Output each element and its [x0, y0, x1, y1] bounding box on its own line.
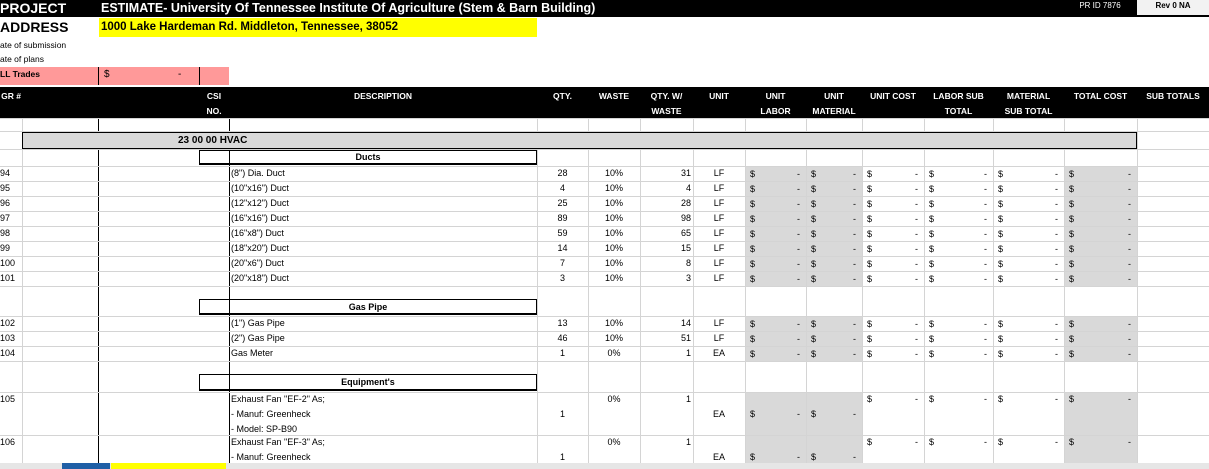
duct-1-value-2[interactable]: - — [915, 184, 918, 194]
row-qty[interactable]: 1 — [559, 348, 565, 358]
row-gr[interactable]: 100 — [0, 258, 16, 268]
row-description-line1[interactable]: Exhaust Fan "EF-3" As; — [231, 437, 325, 447]
duct-3-value-3[interactable]: - — [984, 214, 987, 224]
address-label: ADDRESS — [0, 18, 98, 37]
row-unit[interactable]: LF — [713, 318, 725, 328]
duct-3-value-5[interactable]: - — [1128, 214, 1131, 224]
duct-2-value-1[interactable]: - — [853, 199, 856, 209]
row-qty[interactable]: 14 — [557, 243, 568, 253]
gas-0-value-3[interactable]: - — [984, 319, 987, 329]
row-description-line1[interactable]: Exhaust Fan "EF-2" As; — [231, 394, 325, 404]
duct-3-value-1[interactable]: - — [853, 214, 856, 224]
row-unit[interactable]: LF — [713, 273, 725, 283]
row-qty[interactable]: 3 — [559, 273, 565, 283]
duct-1-currency-2[interactable]: $ — [867, 184, 873, 194]
duct-3-currency-2[interactable]: $ — [867, 214, 873, 224]
duct-0-value-0[interactable]: - — [797, 169, 800, 179]
row-unit[interactable]: LF — [713, 213, 725, 223]
duct-6-currency-1[interactable]: $ — [811, 259, 817, 269]
row-unit[interactable]: EA — [712, 348, 725, 358]
duct-6-currency-0[interactable]: $ — [750, 259, 756, 269]
duct-4-value-0[interactable]: - — [797, 229, 800, 239]
all-trades-currency: $ — [104, 69, 110, 80]
row-description[interactable]: (16"x16") Duct — [231, 213, 289, 223]
equip-currency-b0[interactable]: $ — [867, 437, 873, 447]
duct-4-currency-0[interactable]: $ — [750, 229, 756, 239]
gas-2-value-3[interactable]: - — [984, 349, 987, 359]
row-waste[interactable]: 10% — [604, 198, 623, 208]
duct-7-currency-5[interactable]: $ — [1069, 274, 1075, 284]
duct-6-currency-5[interactable]: $ — [1069, 259, 1075, 269]
row-qty-waste[interactable]: 98 — [680, 213, 691, 223]
duct-5-value-2[interactable]: - — [915, 244, 918, 254]
duct-2-value-3[interactable]: - — [984, 199, 987, 209]
col-qty-header: QTY. — [553, 91, 572, 101]
duct-2-currency-2[interactable]: $ — [867, 199, 873, 209]
rev-label: Rev 0 NA — [1155, 1, 1191, 10]
row-qty[interactable]: 1 — [559, 452, 565, 462]
row-qty-waste[interactable]: 1 — [685, 348, 691, 358]
equip-currency-b3[interactable]: $ — [1069, 437, 1075, 447]
all-trades-label: LL Trades — [0, 69, 40, 79]
gas-0-currency-0[interactable]: $ — [750, 319, 756, 329]
gas-2-value-2[interactable]: - — [915, 349, 918, 359]
equip-value-b1[interactable]: - — [984, 437, 987, 447]
duct-4-currency-3[interactable]: $ — [929, 229, 935, 239]
duct-7-currency-2[interactable]: $ — [867, 274, 873, 284]
row-qty-waste[interactable]: 14 — [680, 318, 691, 328]
duct-7-value-4[interactable]: - — [1055, 274, 1058, 284]
duct-1-currency-0[interactable]: $ — [750, 184, 756, 194]
row-waste[interactable]: 10% — [604, 213, 623, 223]
gas-1-currency-5[interactable]: $ — [1069, 334, 1075, 344]
gas-1-currency-4[interactable]: $ — [998, 334, 1004, 344]
gas-2-currency-2[interactable]: $ — [867, 349, 873, 359]
duct-1-value-3[interactable]: - — [984, 184, 987, 194]
duct-1-value-1[interactable]: - — [853, 184, 856, 194]
duct-7-currency-3[interactable]: $ — [929, 274, 935, 284]
gas-2-currency-3[interactable]: $ — [929, 349, 935, 359]
col-unit-labor-header: LABOR — [760, 106, 791, 116]
duct-0-value-1[interactable]: - — [853, 169, 856, 179]
row-description[interactable]: (8") Dia. Duct — [231, 168, 285, 178]
equip-currency-b2[interactable]: $ — [998, 437, 1004, 447]
duct-4-value-2[interactable]: - — [915, 229, 918, 239]
row-qty-waste[interactable]: 4 — [685, 183, 691, 193]
row-waste[interactable]: 0% — [607, 394, 621, 404]
duct-5-currency-2[interactable]: $ — [867, 244, 873, 254]
row-gr[interactable]: 102 — [0, 318, 16, 328]
duct-1-currency-5[interactable]: $ — [1069, 184, 1075, 194]
duct-1-currency-3[interactable]: $ — [929, 184, 935, 194]
duct-1-value-0[interactable]: - — [797, 184, 800, 194]
col-description-header: DESCRIPTION — [353, 91, 413, 101]
equip-value-0[interactable]: - — [797, 452, 800, 462]
duct-0-currency-5[interactable]: $ — [1069, 169, 1075, 179]
equip-value-b1[interactable]: - — [984, 394, 987, 404]
gas-0-value-1[interactable]: - — [853, 319, 856, 329]
equip-value-b3[interactable]: - — [1128, 394, 1131, 404]
row-description-line2[interactable]: - Manuf: Greenheck — [231, 409, 311, 419]
col-gr-header: GR # — [1, 91, 21, 101]
duct-2-value-4[interactable]: - — [1055, 199, 1058, 209]
duct-2-value-2[interactable]: - — [915, 199, 918, 209]
gas-0-value-5[interactable]: - — [1128, 319, 1131, 329]
gas-0-value-4[interactable]: - — [1055, 319, 1058, 329]
row-line — [0, 149, 1209, 150]
row-unit[interactable]: LF — [713, 198, 725, 208]
row-description[interactable]: (20"x6") Duct — [231, 258, 284, 268]
duct-2-currency-1[interactable]: $ — [811, 199, 817, 209]
gas-1-currency-2[interactable]: $ — [867, 334, 873, 344]
sheet-tab-highlight[interactable] — [111, 463, 226, 469]
col-unit-header: UNIT — [709, 91, 729, 101]
duct-3-currency-4[interactable]: $ — [998, 214, 1004, 224]
duct-5-currency-0[interactable]: $ — [750, 244, 756, 254]
pr-id: PR ID 7876 — [1079, 1, 1121, 10]
row-waste[interactable]: 10% — [604, 228, 623, 238]
duct-7-currency-0[interactable]: $ — [750, 274, 756, 284]
duct-1-value-4[interactable]: - — [1055, 184, 1058, 194]
col-material-sub-header: SUB TOTAL — [1004, 106, 1053, 116]
row-qty[interactable]: 89 — [557, 213, 568, 223]
duct-7-value-5[interactable]: - — [1128, 274, 1131, 284]
col-labor-sub-header: LABOR SUB — [933, 91, 984, 101]
duct-7-currency-1[interactable]: $ — [811, 274, 817, 284]
duct-2-currency-3[interactable]: $ — [929, 199, 935, 209]
section-gas-pipe-label: Gas Pipe — [348, 302, 388, 312]
section-ducts-label: Ducts — [355, 152, 381, 162]
gas-2-currency-1[interactable]: $ — [811, 349, 817, 359]
row-qty-waste[interactable]: 1 — [685, 394, 691, 404]
duct-5-value-5[interactable]: - — [1128, 244, 1131, 254]
duct-6-currency-4[interactable]: $ — [998, 259, 1004, 269]
row-gr[interactable]: 105 — [0, 394, 16, 404]
row-unit[interactable]: EA — [712, 409, 725, 419]
address-value[interactable]: 1000 Lake Hardeman Rd. Middleton, Tennessee, 38052 — [99, 18, 537, 37]
row-line — [0, 131, 1209, 132]
row-unit[interactable]: EA — [712, 452, 725, 462]
equip-currency-0[interactable]: $ — [750, 409, 756, 419]
sheet-tab-active[interactable] — [62, 463, 110, 469]
col-unit-cost-header: UNIT COST — [870, 91, 916, 101]
gas-1-value-3[interactable]: - — [984, 334, 987, 344]
duct-2-value-0[interactable]: - — [797, 199, 800, 209]
duct-5-currency-1[interactable]: $ — [811, 244, 817, 254]
duct-7-value-3[interactable]: - — [984, 274, 987, 284]
row-waste[interactable]: 10% — [604, 258, 623, 268]
duct-4-currency-2[interactable]: $ — [867, 229, 873, 239]
duct-5-currency-3[interactable]: $ — [929, 244, 935, 254]
row-unit[interactable]: LF — [713, 168, 725, 178]
equip-currency-1[interactable]: $ — [811, 452, 817, 462]
equip-currency-1[interactable]: $ — [811, 409, 817, 419]
row-waste[interactable]: 10% — [604, 183, 623, 193]
duct-6-value-3[interactable]: - — [984, 259, 987, 269]
gas-0-currency-5[interactable]: $ — [1069, 319, 1075, 329]
col-material-sub-header: MATERIAL — [1006, 91, 1051, 101]
row-gr[interactable]: 104 — [0, 348, 16, 358]
duct-3-currency-3[interactable]: $ — [929, 214, 935, 224]
row-gr[interactable]: 95 — [0, 183, 11, 193]
gas-0-value-2[interactable]: - — [915, 319, 918, 329]
duct-0-value-3[interactable]: - — [984, 169, 987, 179]
grid-line — [22, 118, 23, 463]
row-qty[interactable]: 25 — [557, 198, 568, 208]
row-qty-waste[interactable]: 65 — [680, 228, 691, 238]
duct-0-currency-1[interactable]: $ — [811, 169, 817, 179]
equip-currency-b2[interactable]: $ — [998, 394, 1004, 404]
estimate-title: ESTIMATE- University Of Tennessee Institute Of Agriculture (Stem & Barn Building) — [101, 1, 596, 15]
gas-2-currency-5[interactable]: $ — [1069, 349, 1075, 359]
row-description[interactable]: (12"x12") Duct — [231, 198, 289, 208]
duct-4-value-4[interactable]: - — [1055, 229, 1058, 239]
row-line — [0, 361, 1209, 362]
column-border — [98, 118, 99, 463]
row-gr[interactable]: 99 — [0, 243, 11, 253]
grid-line — [993, 118, 994, 463]
row-qty[interactable]: 13 — [557, 318, 568, 328]
row-qty[interactable]: 1 — [559, 409, 565, 419]
row-unit[interactable]: LF — [713, 333, 725, 343]
gas-2-value-4[interactable]: - — [1055, 349, 1058, 359]
row-waste[interactable]: 0% — [607, 437, 621, 447]
row-qty-waste[interactable]: 15 — [680, 243, 691, 253]
row-line — [0, 118, 1209, 119]
row-waste[interactable]: 10% — [604, 243, 623, 253]
equip-value-1[interactable]: - — [853, 452, 856, 462]
row-description-line3[interactable]: - Model: SP-B90 — [231, 424, 298, 434]
duct-2-value-5[interactable]: - — [1128, 199, 1131, 209]
row-gr[interactable]: 97 — [0, 213, 11, 223]
duct-6-currency-2[interactable]: $ — [867, 259, 873, 269]
row-unit[interactable]: LF — [713, 183, 725, 193]
duct-6-value-1[interactable]: - — [853, 259, 856, 269]
duct-3-value-0[interactable]: - — [797, 214, 800, 224]
row-qty-waste[interactable]: 8 — [685, 258, 691, 268]
row-gr[interactable]: 106 — [0, 437, 16, 447]
duct-2-currency-4[interactable]: $ — [998, 199, 1004, 209]
gas-0-value-0[interactable]: - — [797, 319, 800, 329]
duct-7-currency-4[interactable]: $ — [998, 274, 1004, 284]
col-waste-header: WASTE — [598, 91, 630, 101]
equip-value-b3[interactable]: - — [1128, 437, 1131, 447]
duct-4-value-5[interactable]: - — [1128, 229, 1131, 239]
duct-0-currency-0[interactable]: $ — [750, 169, 756, 179]
duct-1-value-5[interactable]: - — [1128, 184, 1131, 194]
gas-0-currency-2[interactable]: $ — [867, 319, 873, 329]
date-submission-label: ate of submission — [0, 40, 67, 50]
gas-1-currency-1[interactable]: $ — [811, 334, 817, 344]
duct-4-currency-1[interactable]: $ — [811, 229, 817, 239]
col-csi-header: NO. — [206, 106, 222, 116]
gas-1-currency-3[interactable]: $ — [929, 334, 935, 344]
row-qty[interactable]: 7 — [559, 258, 565, 268]
date-plans-label: ate of plans — [0, 54, 44, 64]
row-qty-waste[interactable]: 28 — [680, 198, 691, 208]
duct-1-currency-1[interactable]: $ — [811, 184, 817, 194]
equip-value-0[interactable]: - — [797, 409, 800, 419]
row-waste[interactable]: 10% — [604, 273, 623, 283]
row-gr[interactable]: 98 — [0, 228, 11, 238]
duct-7-value-0[interactable]: - — [797, 274, 800, 284]
gas-1-value-2[interactable]: - — [915, 334, 918, 344]
gas-1-value-5[interactable]: - — [1128, 334, 1131, 344]
grid-line — [862, 118, 863, 463]
duct-5-value-3[interactable]: - — [984, 244, 987, 254]
row-waste[interactable]: 10% — [604, 168, 623, 178]
duct-4-currency-5[interactable]: $ — [1069, 229, 1075, 239]
duct-3-currency-1[interactable]: $ — [811, 214, 817, 224]
equip-currency-b1[interactable]: $ — [929, 437, 935, 447]
duct-3-currency-5[interactable]: $ — [1069, 214, 1075, 224]
row-qty-waste[interactable]: 31 — [680, 168, 691, 178]
duct-5-currency-4[interactable]: $ — [998, 244, 1004, 254]
gas-0-currency-3[interactable]: $ — [929, 319, 935, 329]
row-qty[interactable]: 4 — [559, 183, 565, 193]
row-qty-waste[interactable]: 51 — [680, 333, 691, 343]
col-labor-sub-header: TOTAL — [944, 106, 973, 116]
duct-6-value-0[interactable]: - — [797, 259, 800, 269]
equip-currency-0[interactable]: $ — [750, 452, 756, 462]
gas-1-currency-0[interactable]: $ — [750, 334, 756, 344]
row-unit[interactable]: LF — [713, 258, 725, 268]
row-description[interactable]: Gas Meter — [231, 348, 274, 358]
row-description[interactable]: (2") Gas Pipe — [231, 333, 285, 343]
duct-6-currency-3[interactable]: $ — [929, 259, 935, 269]
row-qty-waste[interactable]: 3 — [685, 273, 691, 283]
duct-4-value-1[interactable]: - — [853, 229, 856, 239]
row-unit[interactable]: LF — [713, 228, 725, 238]
row-description-line2[interactable]: - Manuf: Greenheck — [231, 452, 311, 462]
row-waste[interactable]: 0% — [607, 348, 621, 358]
duct-3-value-2[interactable]: - — [915, 214, 918, 224]
column-border — [229, 118, 230, 463]
row-description[interactable]: (16"x8") Duct — [231, 228, 284, 238]
duct-0-currency-4[interactable]: $ — [998, 169, 1004, 179]
gas-1-value-4[interactable]: - — [1055, 334, 1058, 344]
duct-1-currency-4[interactable]: $ — [998, 184, 1004, 194]
equip-value-b0[interactable]: - — [915, 437, 918, 447]
col-total-cost-header: TOTAL COST — [1073, 91, 1128, 101]
gas-2-value-1[interactable]: - — [853, 349, 856, 359]
row-qty-waste[interactable]: 1 — [685, 437, 691, 447]
row-qty[interactable]: 46 — [557, 333, 568, 343]
row-description[interactable]: (10"x16") Duct — [231, 183, 289, 193]
row-gr[interactable]: 96 — [0, 198, 11, 208]
row-description[interactable]: (18"x20") Duct — [231, 243, 289, 253]
row-gr[interactable]: 101 — [0, 273, 16, 283]
row-gr[interactable]: 103 — [0, 333, 16, 343]
equip-currency-b1[interactable]: $ — [929, 394, 935, 404]
duct-0-value-2[interactable]: - — [915, 169, 918, 179]
gas-0-currency-4[interactable]: $ — [998, 319, 1004, 329]
equip-currency-b0[interactable]: $ — [867, 394, 873, 404]
duct-6-value-4[interactable]: - — [1055, 259, 1058, 269]
row-description[interactable]: (20"x18") Duct — [231, 273, 289, 283]
all-trades-value: - — [178, 69, 182, 80]
row-line — [0, 286, 1209, 287]
duct-0-value-4[interactable]: - — [1055, 169, 1058, 179]
row-qty[interactable]: 28 — [557, 168, 568, 178]
col-unit-material-header: MATERIAL — [812, 106, 856, 116]
gas-1-value-0[interactable]: - — [797, 334, 800, 344]
duct-7-value-1[interactable]: - — [853, 274, 856, 284]
duct-5-value-1[interactable]: - — [853, 244, 856, 254]
equip-value-b0[interactable]: - — [915, 394, 918, 404]
gas-2-currency-4[interactable]: $ — [998, 349, 1004, 359]
col-unit-material-header: UNIT — [824, 91, 844, 101]
equip-value-1[interactable]: - — [853, 409, 856, 419]
equip-value-b2[interactable]: - — [1055, 437, 1058, 447]
duct-4-currency-4[interactable]: $ — [998, 229, 1004, 239]
gas-0-currency-1[interactable]: $ — [811, 319, 817, 329]
col-csi-header: CSI — [206, 91, 222, 101]
duct-5-currency-5[interactable]: $ — [1069, 244, 1075, 254]
division-title: 23 00 00 HVAC — [178, 135, 248, 146]
duct-3-value-4[interactable]: - — [1055, 214, 1058, 224]
col-sub-totals-header: SUB TOTALS — [1146, 91, 1200, 101]
equip-value-b2[interactable]: - — [1055, 394, 1058, 404]
project-label: PROJECT — [0, 0, 67, 16]
duct-6-value-5[interactable]: - — [1128, 259, 1131, 269]
duct-0-value-5[interactable]: - — [1128, 169, 1131, 179]
duct-2-currency-5[interactable]: $ — [1069, 199, 1075, 209]
col-unit-labor-header: UNIT — [765, 91, 786, 101]
duct-0-currency-2[interactable]: $ — [867, 169, 873, 179]
gas-1-value-1[interactable]: - — [853, 334, 856, 344]
row-gr[interactable]: 94 — [0, 168, 11, 178]
row-unit[interactable]: LF — [713, 243, 725, 253]
duct-2-currency-0[interactable]: $ — [750, 199, 756, 209]
row-qty[interactable]: 59 — [557, 228, 568, 238]
row-waste[interactable]: 10% — [604, 318, 623, 328]
grid-line — [1137, 118, 1138, 463]
col-qty-waste-header: QTY. W/ — [650, 91, 683, 101]
grid-line — [924, 118, 925, 463]
gas-2-value-5[interactable]: - — [1128, 349, 1131, 359]
duct-5-value-4[interactable]: - — [1055, 244, 1058, 254]
row-waste[interactable]: 10% — [604, 333, 623, 343]
section-equipment-label: Equipment's — [341, 377, 395, 387]
row-description[interactable]: (1") Gas Pipe — [231, 318, 285, 328]
gas-2-value-0[interactable]: - — [797, 349, 800, 359]
duct-7-value-2[interactable]: - — [915, 274, 918, 284]
duct-6-value-2[interactable]: - — [915, 259, 918, 269]
duct-4-value-3[interactable]: - — [984, 229, 987, 239]
duct-3-currency-0[interactable]: $ — [750, 214, 756, 224]
col-qty-waste-header: WASTE — [651, 106, 682, 116]
duct-5-value-0[interactable]: - — [797, 244, 800, 254]
gas-2-currency-0[interactable]: $ — [750, 349, 756, 359]
duct-0-currency-3[interactable]: $ — [929, 169, 935, 179]
equip-currency-b3[interactable]: $ — [1069, 394, 1075, 404]
